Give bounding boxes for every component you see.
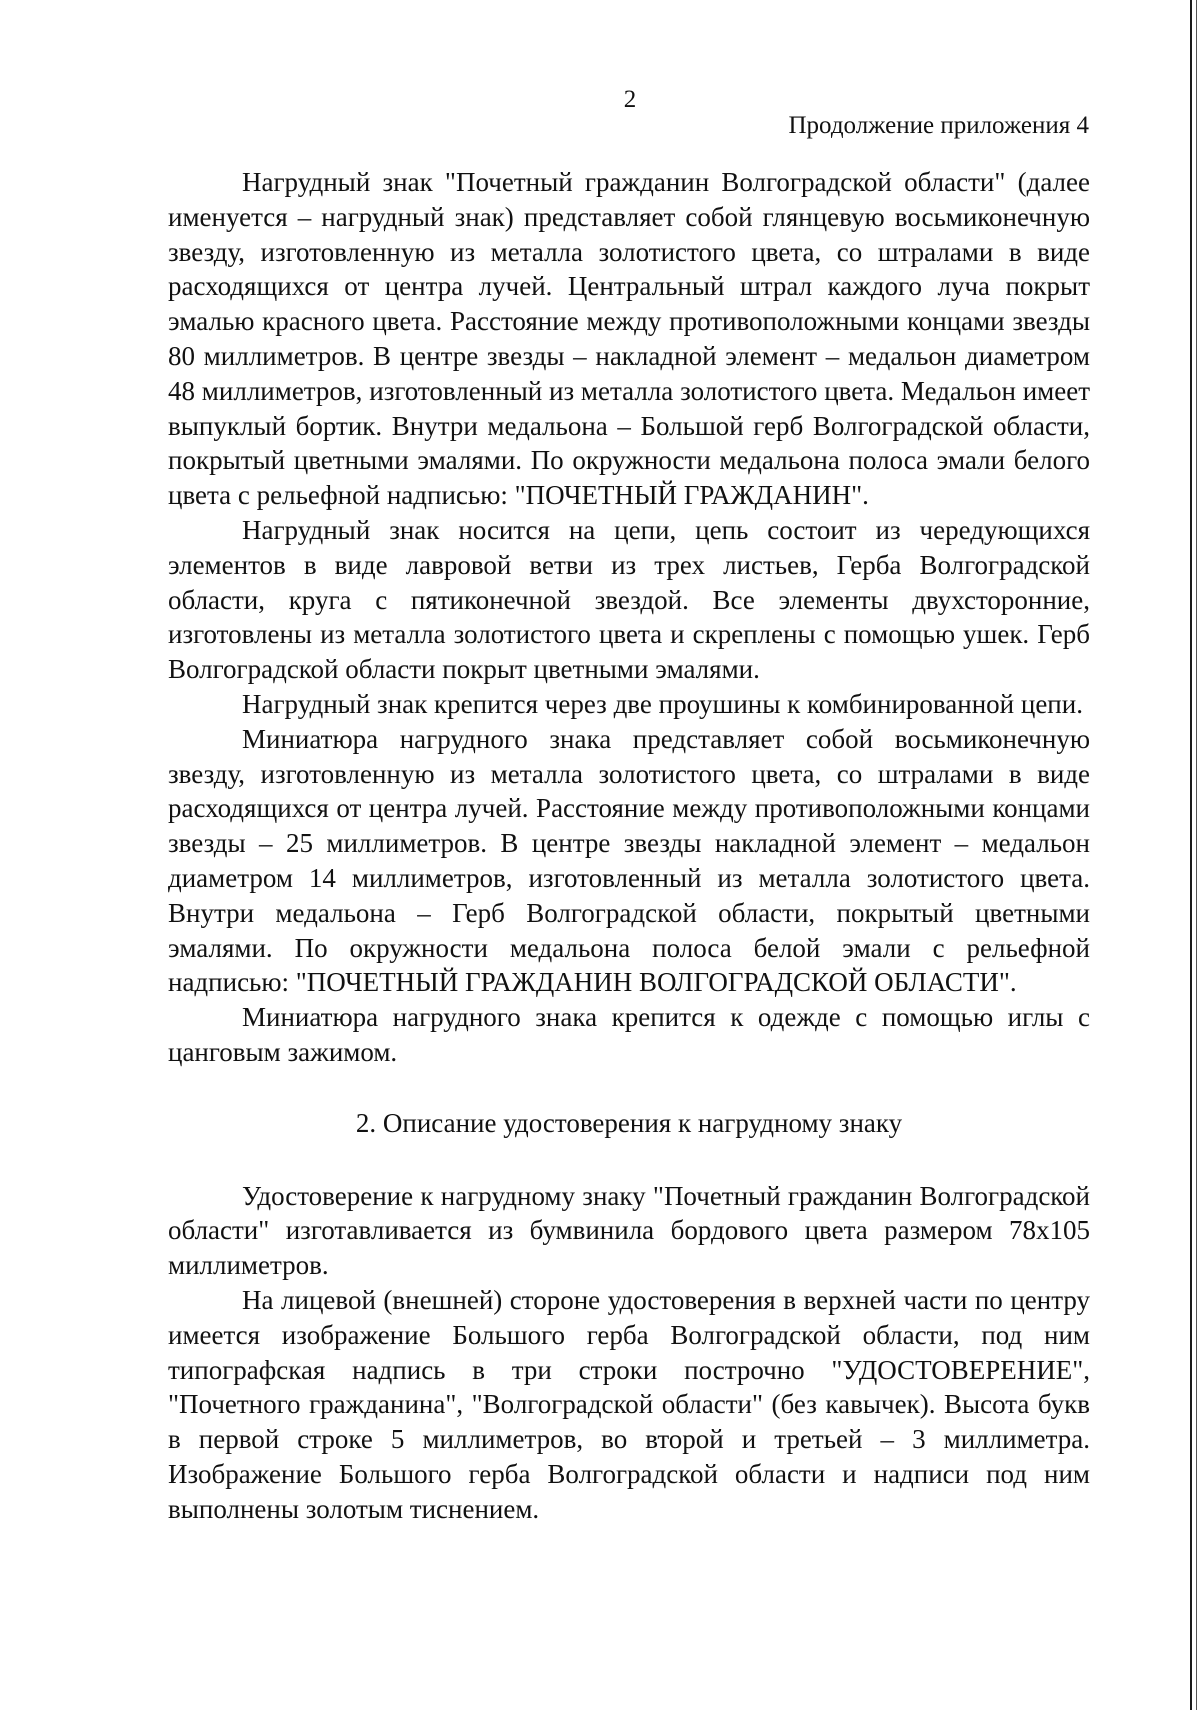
document-body: [168, 165, 1090, 1526]
paragraph-badge-attachment: Нагрудный знак крепится через две проушины к комбинированной цепи.: [242, 688, 1083, 719]
paragraph-miniature-attachment: Миниатюра нагрудного знака крепится к одежде с помощью иглы с цанговым зажимом.: [168, 1002, 1090, 1067]
paragraph-chain-description: Нагрудный знак носится на цепи, цепь состоит из чередующихся элементов в виде лавровой ветви из трех листьев, Герба Волгоградской области, круга с пятиконечной звездой. Все элементы двухсторонние, изготовлены из металла золотистого цвета и скреплены с помощью ушек. Герб Волгоградской области покрыт цветными эмалями.: [168, 514, 1090, 685]
paragraph-certificate-front-side: На лицевой (внешней) стороне удостоверения в верхней части по центру имеется изображение Большого герба Волгоградской области, под ним типографская надпись в три строки построчно "УДОСТОВЕРЕНИЕ", "Почетного гражданина", "Волгоградской области" (без кавычек). Высота букв в первой строке 5 миллиметров, во второй и третьей – 3 миллиметра. Изображение Большого герба Волгоградской области и надписи под ним выполнены золотым тиснением.: [168, 1284, 1090, 1524]
section-heading-certificate: 2. Описание удостоверения к нагрудному знаку: [355, 1107, 903, 1138]
paragraph-certificate-material: Удостоверение к нагрудному знаку "Почетный гражданин Волгоградской области" изготавливается из бумвинила бордового цвета размером 78x105 миллиметров.: [168, 1180, 1090, 1281]
page-number: 2: [623, 86, 637, 113]
scan-edge-line: [1190, 0, 1192, 1710]
appendix-continuation-label: Продолжение приложения 4: [788, 112, 1089, 139]
paragraph-miniature-description: Миниатюра нагрудного знака представляет собой восьмиконечную звезду, изготовленную из металла золотистого цвета, со штралами в виде расходящихся от центра лучей. Расстояние между противоположными концами звезды – 25 миллиметров. В центре звезды накладной элемент – медальон диаметром 14 миллиметров, изготовленный из металла золотистого цвета. Внутри медальона – Герб Волгоградской области, покрытый цветными эмалями. По окружности медальона полоса белой эмали с рельефной надписью: "ПОЧЕТНЫЙ ГРАЖДАНИН ВОЛГОГРАДСКОЙ ОБЛАСТИ".: [168, 723, 1090, 998]
scan-edge-line-secondary: [1196, 0, 1197, 1710]
paragraph-badge-description: Нагрудный знак "Почетный гражданин Волгоградской области" (далее именуется – нагрудный знак) представляет собой глянцевую восьмиконечную звезду, изготовленную из металла золотистого цвета, со штралами в виде расходящихся от центра лучей. Центральный штрал каждого луча покрыт эмалью красного цвета. Расстояние между противоположными концами звезды 80 миллиметров. В центре звезды – накладной элемент – медальон диаметром 48 миллиметров, изготовленный из металла золотистого цвета. Медальон имеет выпуклый бортик. Внутри медальона – Большой герб Волгоградской области, покрытый цветными эмалями. По окружности медальона полоса эмали белого цвета с рельефной надписью: "ПОЧЕТНЫЙ ГРАЖДАНИН".: [168, 167, 1090, 511]
